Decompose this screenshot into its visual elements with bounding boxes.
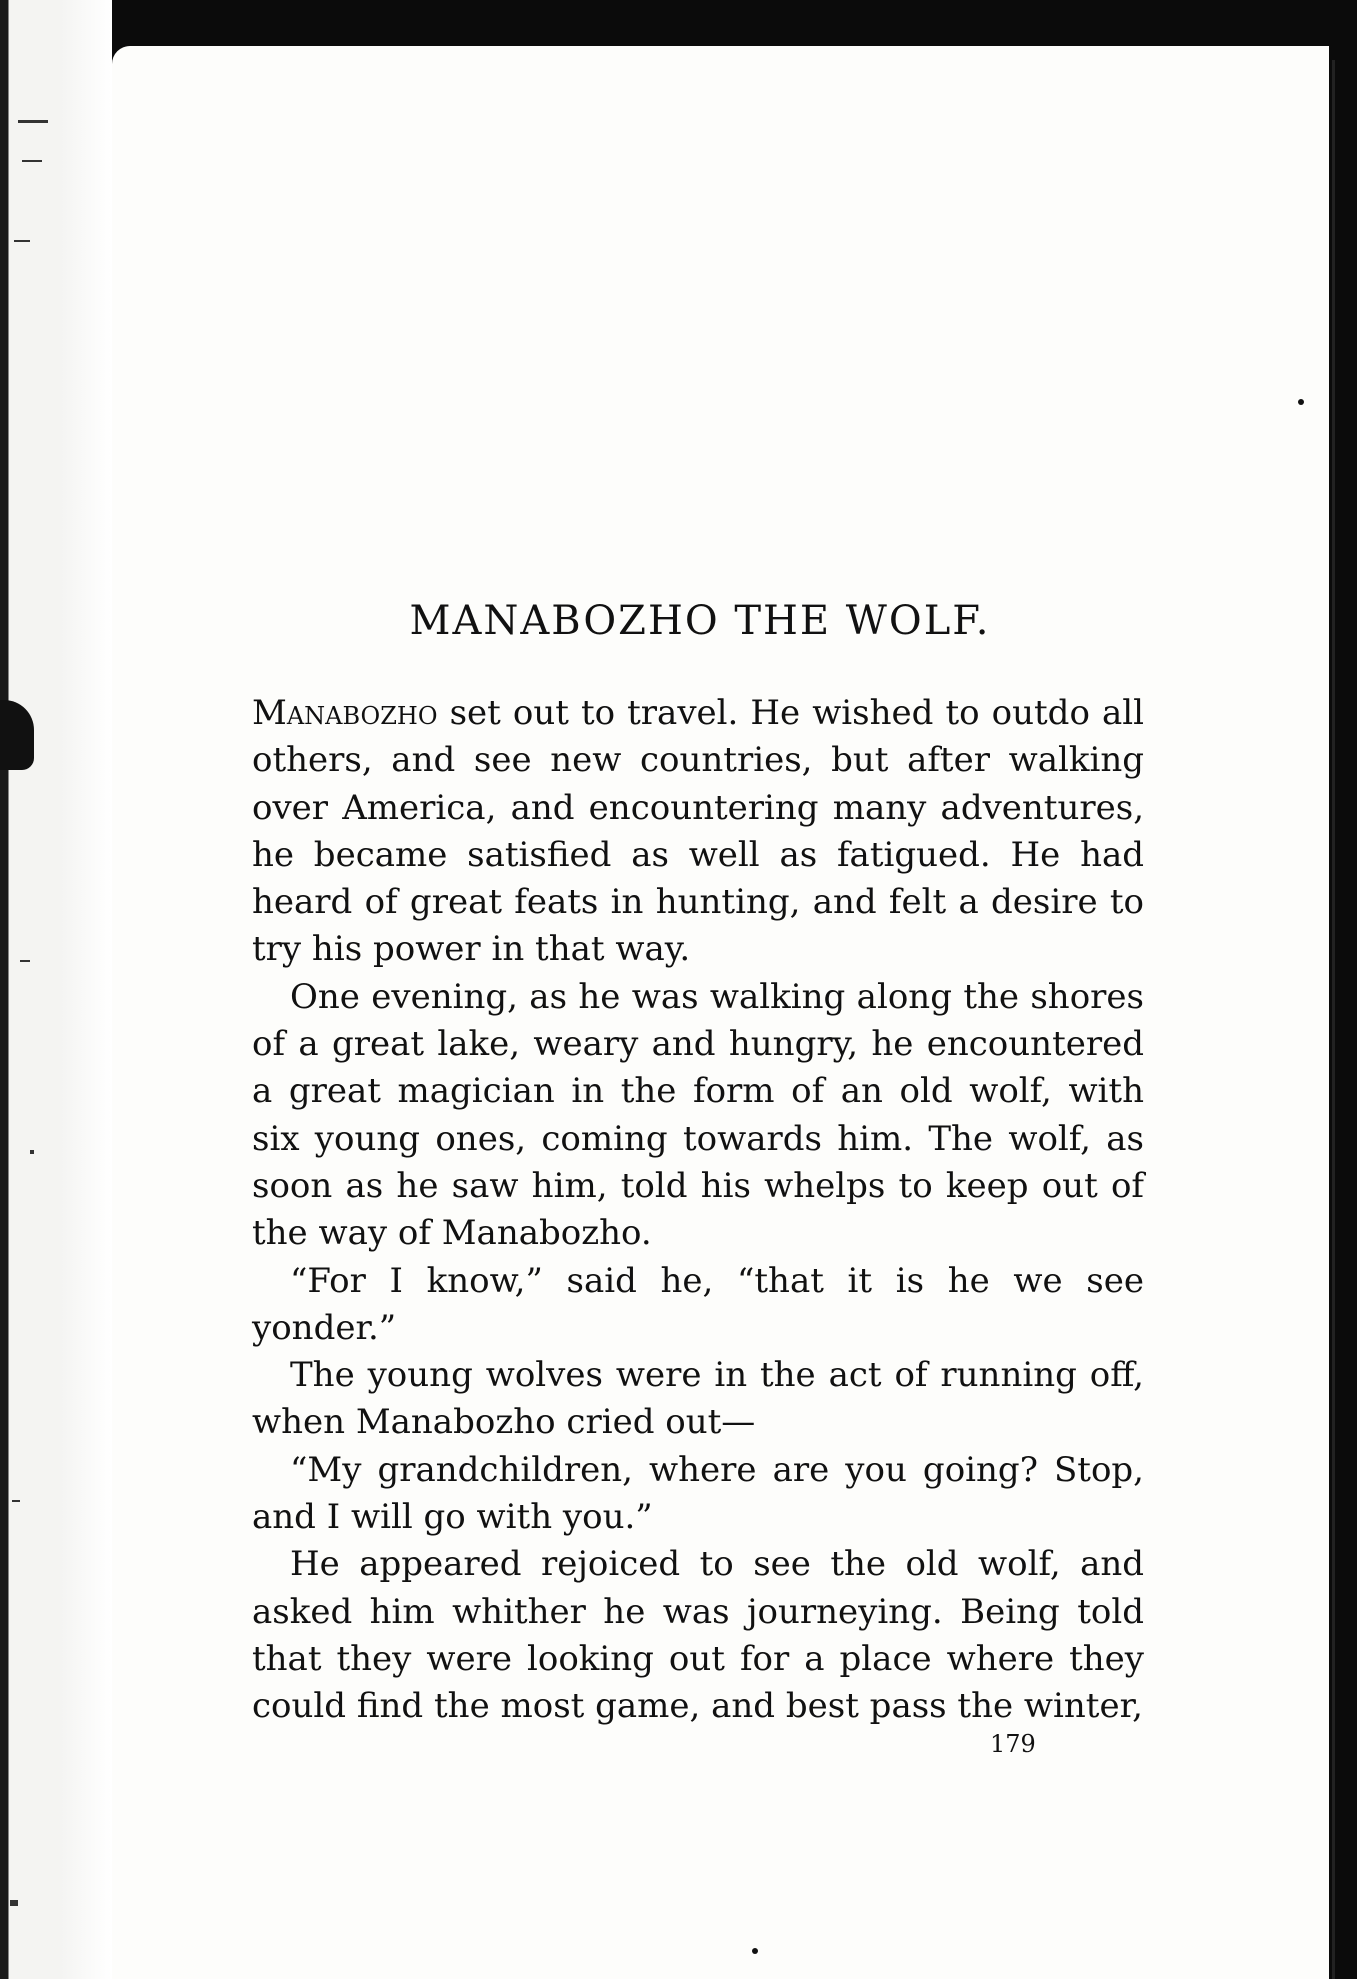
binding-tab bbox=[0, 700, 34, 770]
paragraph-5: “My grandchildren, where are you going? Stop, and I will go with you.” bbox=[252, 1449, 1144, 1538]
paragraph-1-text: set out to travel. He wished to outdo all others, and see new countries, but after walking over America, and encountering many adventures, he became satisfied as well as fatigued. He had heard of great feats in hunting, and felt a desire to try his power in that way. bbox=[252, 693, 1144, 970]
chapter-title: MANABOZHO THE WOLF. bbox=[409, 598, 991, 644]
opening-name: Manabozho bbox=[252, 693, 438, 733]
page-edge-line bbox=[1332, 60, 1335, 1979]
paragraph-1 bbox=[252, 690, 1144, 974]
paragraph-2: One evening, as he was walking along the shores of a great lake, weary and hungry, he encountered a great magician in the form of an old wolf, with six young ones, coming towards him. The wolf, as soon as he saw him, told his whelps to keep out of the way of Manabozho. bbox=[252, 976, 1144, 1254]
scan-fleck bbox=[12, 1500, 20, 1502]
scan-fleck bbox=[20, 960, 30, 962]
binding-gutter bbox=[0, 0, 112, 1979]
body-text bbox=[252, 690, 1144, 1731]
scan-fleck bbox=[14, 240, 30, 242]
scan-fleck bbox=[10, 1900, 18, 1906]
speck bbox=[1298, 399, 1304, 405]
page-number: 179 bbox=[990, 1730, 1036, 1758]
scan-fleck bbox=[22, 160, 42, 162]
paragraph-4: The young wolves were in the act of running off, when Manabozho cried out— bbox=[252, 1355, 1144, 1443]
scan-fleck bbox=[30, 1150, 34, 1154]
paragraph-3: “For I know,” said he, “that it is he we see yonder.” bbox=[252, 1260, 1144, 1348]
scan-fleck bbox=[18, 120, 48, 123]
speck bbox=[752, 1948, 758, 1954]
paragraph-6: He appeared rejoiced to see the old wolf, and asked him whither he was journeying. Being told that they were looking out for a place where they could find the most game, and best pass the winter, bbox=[252, 1544, 1144, 1727]
